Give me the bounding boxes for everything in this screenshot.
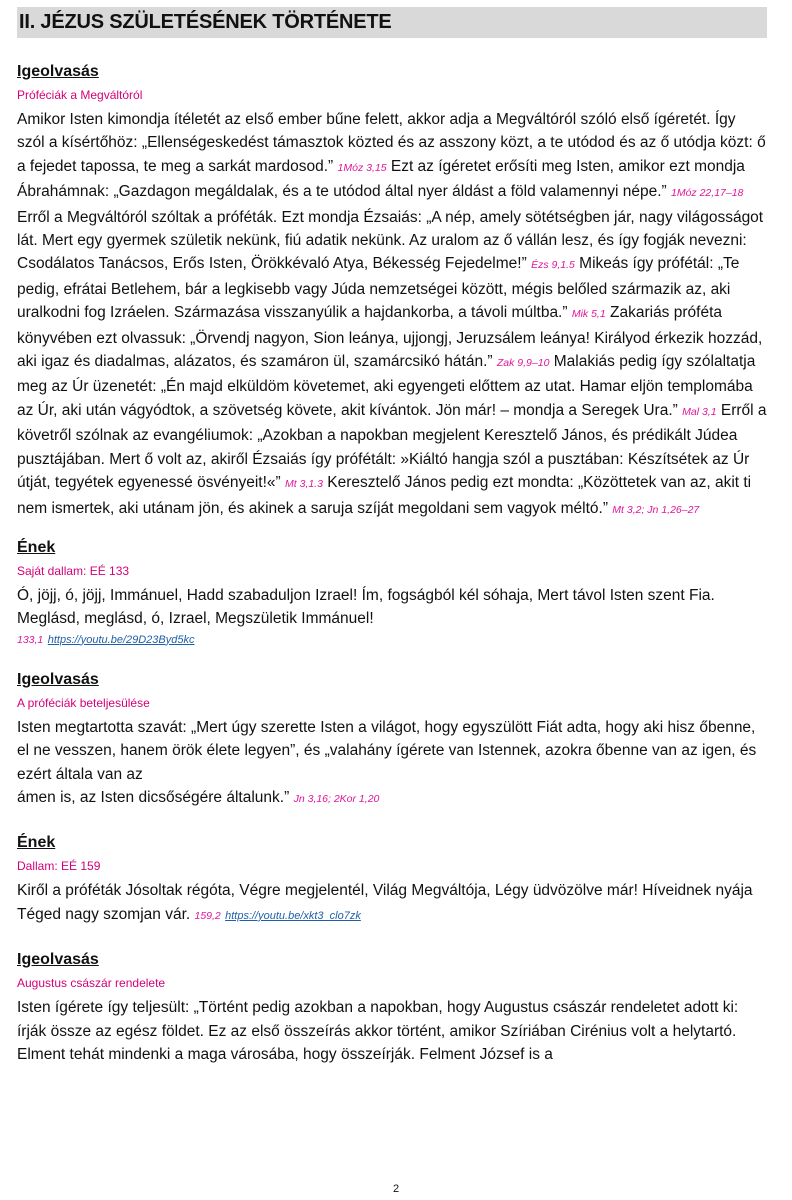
page-number: 2	[392, 1183, 400, 1195]
section-heading: Ének	[17, 834, 56, 852]
text-segment: Mikeás így prófétál: „Te pedig, efrátai Betlehem, bár a legkisebb vagy Júda nemzetségei között, mégis belőled származik az, aki uralkodni fog Izráelen. Származása visszanyúlik a hajdankorba, a távoli múltba.”	[17, 255, 740, 322]
section-scripture-1	[17, 61, 767, 522]
text-segment: ámen is, az Isten dicsőségére általunk.”	[17, 788, 290, 806]
text-segment: Kiről a próféták Jósoltak régóta, Végre megjelentél, Világ Megváltója, Légy üdvözölve már! Híveidnek nyája Téged nagy szomjan vár.	[17, 882, 753, 923]
section-subheading: Próféciák a Megváltóról	[17, 88, 143, 102]
bible-reference: Mal 3,1	[682, 405, 717, 418]
chapter-title: II. JÉZUS SZÜLETÉSÉNEK TÖRTÉNETE	[17, 7, 767, 38]
section-hymn-2	[17, 832, 767, 928]
page	[17, 7, 767, 1066]
hymn-verse-ref: 159,2	[194, 909, 221, 922]
section-heading: Ének	[17, 538, 56, 556]
youtube-link[interactable]: https://youtu.be/xkt3_clo7zk	[225, 909, 361, 922]
scripture-text	[17, 716, 767, 812]
scripture-text	[17, 108, 767, 522]
youtube-link[interactable]: https://youtu.be/29D23Byd5kc	[47, 633, 195, 646]
text-segment: Erről a követről szólnak az evangéliumok: „Azokban a napokban megjelent Keresztelő János, és prédikált Júdea pusztájában. Mert ő volt az, akiről Ézsaiás így prófétált: »Kiáltó hangja szól a pusztában: Készítsétek az Úr útját, tegyétek egyenessé ösvényeit!«”	[17, 401, 767, 492]
section-heading: Igeolvasás	[17, 63, 99, 80]
bible-reference: Ézs 9,1.5	[531, 259, 575, 272]
section-heading: Igeolvasás	[17, 670, 99, 688]
text-segment: Zakariás próféta könyvében ezt olvassuk: „Örvendj nagyon, Sion leánya, ujjongj, Jeruzsálem leánya! Királyod érkezik hozzád, aki igaz és diadalmas, alázatos, és szamáron ül, szamárcsikó hátán.”	[17, 304, 763, 371]
text-segment: Malakiás pedig így szólaltatja meg az Úr üzenetét: „Én majd elküldöm követemet, aki egyengeti előttem az utat. Hamar eljön templomába az Úr, aki után vágyódtok, a szövetség követe, akit kívántok. Jön már! – mondja a Seregek Ura.”	[17, 353, 756, 419]
bible-reference: Mt 3,1.3	[284, 478, 323, 491]
text-segment: Isten megtartotta szavát: „Mert úgy szerette Isten a világot, hogy egyszülött Fiát adta, hogy aki hisz őbenne, el ne vesszen, hanem örök élete legyen”, és „valahány ígérete van Istennek, azokra őbenne van az igen, és ezért általa van az	[17, 718, 757, 783]
hymn-text	[17, 879, 767, 928]
hymn-text: Ó, jöjj, ó, jöjj, Immánuel, Hadd szabaduljon Izrael! Ím, fogságból kél sóhaja, Mert távol Isten szent Fia. Meglásd, meglásd, ó, Izrael, Megszületik Immánuel!	[17, 586, 715, 628]
text-segment: Ezt az ígéretet erősíti meg Isten, amikor ezt mondja Ábrahámnak: „Gazdagon megáldalak, és a te utódod által nyer áldást a föld valamennyi népe.”	[17, 157, 745, 201]
section-subheading: Dallam: EÉ 159	[17, 859, 101, 874]
bible-reference: 1Móz 22,17–18	[671, 187, 744, 200]
text-segment: Keresztelő János pedig ezt mondta: „Közöttetek van az, akit ti nem ismertek, aki utánam jön, és akinek a saruja szíját megoldani sem vagyok méltó.”	[17, 474, 752, 517]
bible-reference: Zak 9,9–10	[496, 357, 550, 370]
section-scripture-3	[17, 949, 767, 1066]
hymn-verse-ref: 133,1	[17, 633, 44, 646]
bible-reference: Jn 3,16; 2Kor 1,20	[293, 792, 380, 805]
section-subheading: A próféciák beteljesülése	[17, 695, 150, 710]
hymn-reference-line	[17, 631, 767, 648]
section-subheading: Saját dallam: EÉ 133	[17, 563, 130, 578]
text-segment: Erről a Megváltóról szóltak a próféták. Ezt mondja Ézsaiás: „A nép, amely sötétségben jár, nagy világosságot lát. Mert egy gyermek születik nekünk, fiú adatik nekünk. Az uralom az ő vállán lesz, és így fogják nevezni: Csodálatos Tanácsos, Erős Isten, Örökkévaló Atya, Békesség Fejedelme!”	[17, 208, 764, 273]
section-heading: Igeolvasás	[17, 951, 99, 969]
section-hymn-1	[17, 537, 767, 648]
bible-reference: Mt 3,2; Jn 1,26–27	[612, 503, 700, 516]
section-scripture-2	[17, 669, 767, 812]
text-segment: Amikor Isten kimondja ítéletét az első ember bűne felett, akkor adja a Megváltóról szóló első ígéretét. Így szól a kísértőhöz: „Ellenségeskedést támasztok közted és az asszony közt, a te utódod és az ő utódja közt: ő a fejedet tapossa, te meg a sarkát mardosod.”	[17, 111, 766, 175]
bible-reference: 1Móz 3,15	[337, 161, 387, 174]
bible-reference: Mik 5,1	[571, 308, 606, 321]
scripture-text: Isten ígérete így teljesült: „Történt pedig azokban a napokban, hogy Augustus császár rendeletet adott ki: írják össze az egész földet. Ez az első összeírás akkor történt, amikor Szíriában Cirénius volt a helytartó. Elment tehát mindenki a maga városába, hogy összeírják. Felment József is a	[17, 999, 739, 1063]
section-subheading: Augustus császár rendelete	[17, 976, 166, 991]
